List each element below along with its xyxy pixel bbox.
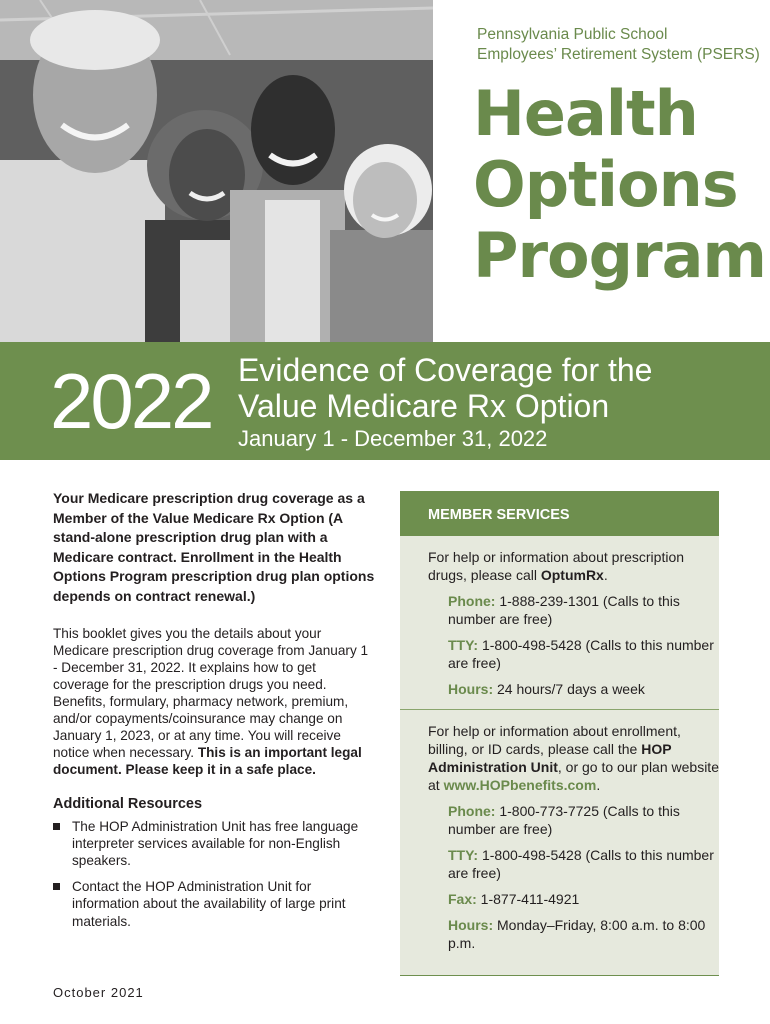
banner-subtitle-line-1: Evidence of Coverage for the	[238, 352, 653, 388]
hours-value: 24 hours/7 days a week	[493, 681, 645, 697]
resource-item-text: The HOP Administration Unit has free language interpreter services available for non-English speakers.	[72, 818, 359, 869]
hop-website-link[interactable]: www.HOPbenefits.com	[443, 777, 597, 793]
hop-intro-end: .	[596, 777, 601, 793]
optumrx-name: OptumRx	[540, 567, 604, 583]
resource-item	[53, 878, 375, 930]
intro-body-bold: This is an important legal document. Please keep it in a safe place.	[53, 744, 362, 777]
title-line-3: Program	[473, 219, 767, 292]
intro-body-paragraph	[53, 625, 375, 778]
member-services-heading: MEMBER SERVICES	[400, 491, 719, 536]
cover-photo	[0, 0, 433, 342]
hours-value: Monday–Friday, 8:00 a.m. to 8:00 p.m.	[448, 917, 706, 951]
group-photo-illustration	[0, 0, 433, 342]
optumrx-section	[400, 536, 719, 698]
hop-phone[interactable]	[448, 802, 719, 838]
program-title	[473, 78, 768, 291]
resources-list	[53, 818, 375, 930]
member-services-panel	[400, 491, 719, 976]
phone-label: Phone:	[448, 803, 496, 819]
hop-intro	[428, 722, 719, 794]
tty-value: 1-800-498-5428 (Calls to this number are free)	[448, 847, 714, 881]
hop-section	[400, 710, 719, 952]
hop-hours	[448, 916, 719, 952]
optumrx-tty[interactable]	[448, 636, 719, 672]
organization-name	[477, 25, 762, 65]
org-line-2: Employees’ Retirement System (PSERS)	[477, 46, 760, 63]
phone-value: 1-800-773-7725 (Calls to this number are free)	[448, 803, 680, 837]
square-bullet-icon	[53, 823, 60, 830]
banner-dates: January 1 - December 31, 2022	[238, 426, 548, 451]
tty-label: TTY:	[448, 637, 479, 653]
hours-label: Hours:	[448, 917, 494, 933]
optumrx-intro-end: .	[603, 567, 608, 583]
fax-value: 1-877-411-4921	[476, 891, 580, 907]
hop-intro-mid: , or go to our plan website at	[428, 759, 719, 793]
hours-label: Hours:	[448, 681, 494, 697]
tty-value: 1-800-498-5428 (Calls to this number are free)	[448, 637, 714, 671]
intro-column	[53, 489, 375, 938]
optumrx-hours	[448, 680, 719, 698]
resource-item	[53, 818, 375, 870]
coverage-banner	[0, 342, 770, 460]
intro-body-text: This booklet gives you the details about your Medicare prescription drug coverage from January 1 - December 31, 2022. It explains how to get coverage for the prescription drugs you need. Benefits, formulary, pharmacy network, premium, and/or copayments/coinsurance may change on January 1, 2023, or at any time. You will receive notice when necessary.	[53, 625, 369, 760]
title-line-1: Health	[473, 77, 698, 150]
optumrx-phone[interactable]	[448, 592, 719, 628]
fax-label: Fax:	[448, 891, 477, 907]
intro-bold-paragraph: Your Medicare prescription drug coverage as a Member of the Value Medicare Rx Option (A stand-alone prescription drug plan with a Medicare contract. Enrollment in the Health Options Program prescription drug plan options depends on contract renewal.)	[53, 490, 375, 604]
optumrx-intro	[428, 548, 719, 584]
title-line-2: Options	[473, 148, 738, 221]
banner-year: 2022	[50, 357, 212, 445]
banner-subtitle-line-2: Value Medicare Rx Option	[238, 388, 610, 424]
additional-resources-title: Additional Resources	[53, 795, 203, 812]
optumrx-intro-text: For help or information about prescription drugs, please call	[428, 549, 685, 583]
publication-date: October 2021	[53, 985, 144, 1000]
hop-fax	[448, 890, 719, 908]
hop-unit-name: HOP Administration Unit	[428, 741, 672, 775]
hop-tty[interactable]	[448, 846, 719, 882]
hop-intro-text: For help or information about enrollment, billing, or ID cards, please call the	[428, 723, 681, 757]
tty-label: TTY:	[448, 847, 479, 863]
square-bullet-icon	[53, 883, 60, 890]
phone-value: 1-888-239-1301 (Calls to this number are free)	[448, 593, 680, 627]
resource-item-text: Contact the HOP Administration Unit for information about the availability of large print materials.	[72, 878, 346, 929]
phone-label: Phone:	[448, 593, 496, 609]
org-line-1: Pennsylvania Public School	[477, 26, 668, 43]
